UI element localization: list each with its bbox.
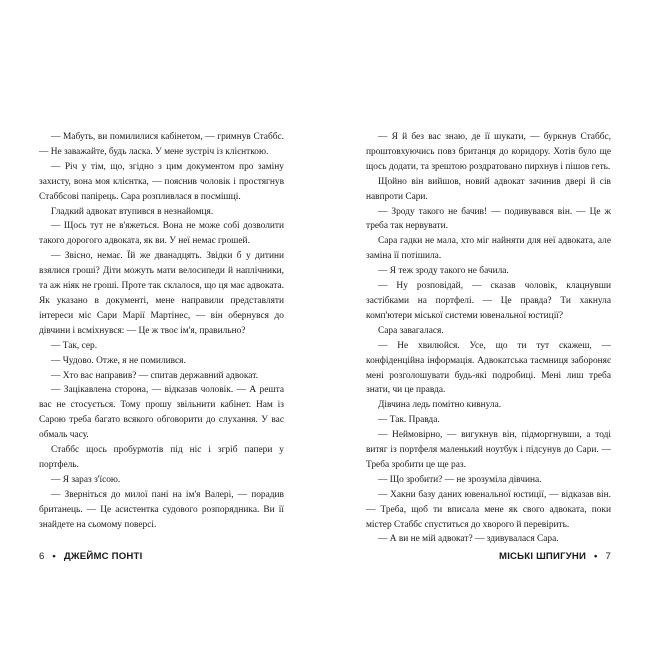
paragraph: — Так, сер. xyxy=(51,340,98,351)
paragraph: — Я зараз з'їсою. xyxy=(51,474,121,485)
page-number-left: 6 xyxy=(39,551,45,562)
paragraph: — Я теж зроду такого не бачила. xyxy=(378,266,509,277)
paragraph: — Так. Правда. xyxy=(378,415,440,426)
paragraph: — Ну розповідай, — сказав чоловік, клацнувши застібками на портфелі. — Це правда? Ти хакнула комп'ютери міської системи ювенальної юстиції? xyxy=(366,281,611,321)
paragraph: Сара завагалася. xyxy=(378,325,444,336)
paragraph: — Зверніться до милої пані на ім'я Валері, — порадив британець. — Це асистентка судового розпорядника. Ви її знайдете на сьомому поверсі. xyxy=(39,489,284,530)
paragraph: — Хто вас направив? — спитав державний адвокат. xyxy=(51,370,258,381)
paragraph: — Хакни базу даних ювенальної юстиції, — відказав він. — Треба, щоб ти вписала мене як свого адвоката, поки містер Стаббс спуститься до хворого й перевірить. xyxy=(366,489,611,530)
paragraph: — Мабуть, ви помилилися кабінетом, — гримнув Стаббс. — Не заважайте, будь ласка. У мене зустріч із клієнткою. xyxy=(39,132,284,157)
right-page-text xyxy=(366,130,611,547)
paragraph: Щойно він вийшов, новий адвокат зачинив двері й сів навпроти Сари. xyxy=(366,176,611,202)
right-page-footer xyxy=(499,551,611,562)
paragraph: Стаббс щось пробурмотів під ніс і згріб папери у портфель. xyxy=(39,445,284,470)
paragraph: Дівчина ледь помітно кивнула. xyxy=(378,400,502,411)
paragraph: — Чудово. Отже, я не помилився. xyxy=(51,355,186,366)
paragraph: — Щось тут не в'яжеться. Вона не може собі дозволити такого дорогого адвоката, як ви. У неї немає грошей. xyxy=(39,221,284,247)
page-number-right: 7 xyxy=(605,551,611,562)
paragraph: — Не хвилюйся. Усе, що ти тут скажеш, — конфіденційна інформація. Адвокатська таємниця забороняє мені розголошувати будь-які подробиці. Мені лиш треба знати, чи це правда. xyxy=(366,340,611,396)
running-head-title: МІСЬКІ ШПИГУНИ xyxy=(499,551,587,562)
paragraph: — Звісно, немає. Їй же дванадцять. Звідки б у дитини взялися гроші? Діти можуть мати велосипеди й наплічники, та аж ніяк не гроші. Проте так склалося, що ця має адвоката. Як указано в документі, мене направили представляти інтереси міс Сари Марії Мартінес, — він обернувся до дівчини і всміхнувся: — Це ж твоє ім'я, правильно? xyxy=(39,251,284,336)
paragraph: — Я й без вас знаю, де її шукати, — буркнув Стаббс, проштовхуючись повз британця до коридору. Хотів було ще щось додати, та зрештою роздратовано пирхнув і пішов геть. xyxy=(366,132,611,172)
footer-separator: • xyxy=(52,551,56,562)
paragraph: — Що зробити? — не зрозуміла дівчина. xyxy=(378,474,542,485)
left-page-text xyxy=(39,130,284,532)
running-head-author: ДЖЕЙМС ПОНТІ xyxy=(63,551,143,562)
paragraph: — Зроду такого не бачив! — подивувався він. — Це ж треба так нервувати. xyxy=(366,206,611,232)
paragraph: — Неймовірно, — вигукнув він, підморгнувши, а тоді витяг із портфеля маленький ноутбук і підсунув до Сари. — Треба зробити це ще раз. xyxy=(366,430,611,470)
paragraph: Сара гадки не мала, хто міг найняти для неї адвоката, але заміна її потішила. xyxy=(366,236,611,262)
paragraph: Гладкий адвокат втупився в незнайомця. xyxy=(51,206,214,217)
paragraph: — Річ у тім, що, згідно з цим документом про заміну захисту, вона моя клієнтка, — пояснив чоловік і простягнув Стаббсові папірець. Сара розпливлася в посмішці. xyxy=(39,161,284,202)
left-page-footer xyxy=(39,551,142,562)
paragraph: — Зацікавлена сторона, — відказав чоловік. — А решта вас не стосується. Тому прошу звільнити кабінет. Нам із Сарою треба багато всякого обговорити до слухання. У вас обмаль часу. xyxy=(39,385,284,441)
paragraph: — А ви не мій адвокат? — здивувалася Сара. xyxy=(378,534,559,545)
footer-separator: • xyxy=(594,551,598,562)
